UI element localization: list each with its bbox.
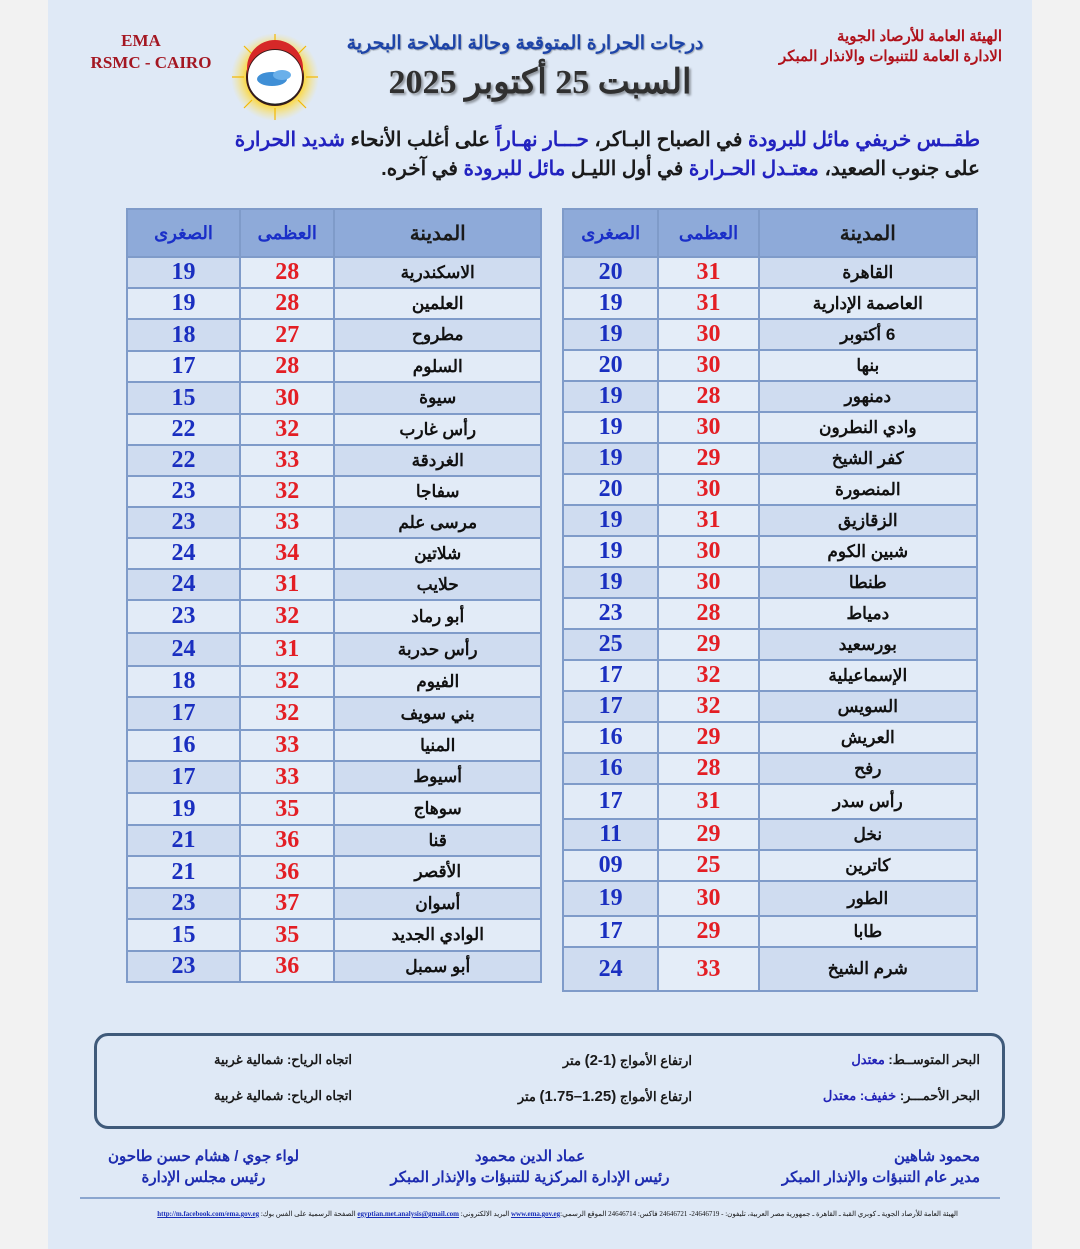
signer-title: مدير عام التنبؤات والإنذار المبكر xyxy=(781,1169,980,1186)
cell-min: 19 xyxy=(127,288,240,319)
cell-min: 24 xyxy=(127,633,240,666)
table-row xyxy=(127,600,541,633)
cell-max: 28 xyxy=(658,753,758,784)
cell-min: 23 xyxy=(127,600,240,633)
wave-value: (1-2) xyxy=(584,1052,617,1069)
facebook-link[interactable]: http://m.facebook.com/ema.gov.eg xyxy=(157,1210,260,1218)
cell-min: 20 xyxy=(563,474,658,505)
cell-city: نخل xyxy=(759,819,977,850)
table-row xyxy=(563,881,977,916)
table-row xyxy=(563,505,977,536)
table-row xyxy=(563,412,977,443)
cell-city: بورسعيد xyxy=(759,629,977,660)
cell-city: وادي النطرون xyxy=(759,412,977,443)
cell-min: 22 xyxy=(127,445,240,476)
table-row xyxy=(127,697,541,730)
cell-min: 25 xyxy=(563,629,658,660)
cell-max: 30 xyxy=(240,382,334,414)
table-row xyxy=(127,730,541,761)
table-row xyxy=(127,569,541,600)
website-link[interactable]: www.ema.gov.eg xyxy=(510,1210,561,1218)
cell-city: العلمين xyxy=(334,288,541,319)
signature-central-director xyxy=(370,1146,690,1188)
cell-max: 33 xyxy=(240,445,334,476)
cell-city: كفر الشيخ xyxy=(759,443,977,474)
cell-city: كاترين xyxy=(759,850,977,881)
cell-min: 15 xyxy=(127,919,240,951)
footer-address: الهيئة العامة للأرصاد الجوية ـ كوبري القبة ـ القاهرة ـ جمهورية مصر العربية، تليفون: - 24646719- 24646721 فاكس: 24646714 الموقع الرسمي: xyxy=(560,1210,958,1218)
cell-max: 35 xyxy=(240,919,334,951)
table-row xyxy=(563,722,977,753)
facebook-label: الصفحة الرسمية على الفس بوك: xyxy=(259,1210,358,1218)
cell-min: 16 xyxy=(563,753,658,784)
table-row xyxy=(127,538,541,569)
cell-min: 17 xyxy=(563,784,658,819)
cell-city: القاهرة xyxy=(759,257,977,288)
sea-row-red-sea xyxy=(97,1088,1002,1112)
cell-city: العاصمة الإدارية xyxy=(759,288,977,319)
header-max: العظمى xyxy=(658,209,758,257)
cell-city: الزقازيق xyxy=(759,505,977,536)
cell-max: 28 xyxy=(240,257,334,288)
table-row xyxy=(127,257,541,288)
cell-min: 19 xyxy=(563,536,658,567)
cell-max: 32 xyxy=(240,476,334,507)
summary-segment: في الصباح البـاكر، xyxy=(588,129,748,151)
cell-city: طنطا xyxy=(759,567,977,598)
cell-city: العريش xyxy=(759,722,977,753)
cell-max: 32 xyxy=(240,600,334,633)
cell-city: المنصورة xyxy=(759,474,977,505)
cell-min: 17 xyxy=(563,660,658,691)
header-city: المدينة xyxy=(334,209,541,257)
cell-min: 19 xyxy=(563,443,658,474)
cell-min: 20 xyxy=(563,257,658,288)
ema-sun-logo-icon xyxy=(230,32,320,122)
email-label: البريد الالكتروني: xyxy=(459,1210,511,1218)
forecast-date: السبت 25 أكتوبر 2025 xyxy=(388,64,692,101)
cell-min: 23 xyxy=(127,476,240,507)
footer-divider xyxy=(80,1197,1000,1199)
table-header-row xyxy=(127,209,541,257)
organization-name xyxy=(779,27,1002,67)
table-row xyxy=(127,856,541,888)
cell-max: 30 xyxy=(658,567,758,598)
cell-max: 29 xyxy=(658,443,758,474)
table-row xyxy=(563,629,977,660)
cell-max: 32 xyxy=(240,697,334,730)
cell-min: 15 xyxy=(127,382,240,414)
svg-text:EMA: EMA xyxy=(266,58,284,66)
table-row xyxy=(127,761,541,793)
signature-chairman xyxy=(96,1146,311,1188)
cell-min: 19 xyxy=(563,567,658,598)
cell-max: 36 xyxy=(240,825,334,856)
cell-min: 19 xyxy=(563,288,658,319)
table-row xyxy=(127,351,541,382)
cell-city: الإسماعيلية xyxy=(759,660,977,691)
cell-city: رفح xyxy=(759,753,977,784)
sea-row-mediterranean xyxy=(97,1052,1002,1076)
sea-state-box xyxy=(94,1033,1005,1129)
table-row xyxy=(563,443,977,474)
cell-min: 18 xyxy=(127,319,240,351)
rsmc-label: RSMC - CAIRO xyxy=(90,53,212,72)
table-body xyxy=(127,257,541,982)
table-row xyxy=(563,319,977,350)
cell-max: 30 xyxy=(658,536,758,567)
ema-rsmc-label xyxy=(86,30,216,74)
cell-city: بني سويف xyxy=(334,697,541,730)
org-line-2: الادارة العامة للتنبوات والانذار المبكر xyxy=(778,48,1002,65)
wave-unit: متر xyxy=(517,1089,536,1104)
sea-label: البحر المتوســط: xyxy=(888,1052,980,1067)
summary-segment: معتـدل الحـرارة xyxy=(688,158,819,180)
cell-max: 31 xyxy=(658,288,758,319)
cell-max: 28 xyxy=(240,351,334,382)
cell-min: 17 xyxy=(127,351,240,382)
table-row xyxy=(563,850,977,881)
cell-min: 19 xyxy=(563,881,658,916)
cell-max: 29 xyxy=(658,722,758,753)
table-row xyxy=(563,288,977,319)
cell-city: الأقصر xyxy=(334,856,541,888)
cell-city: قنا xyxy=(334,825,541,856)
table-row xyxy=(127,288,541,319)
cell-max: 31 xyxy=(658,257,758,288)
cell-city: أسوان xyxy=(334,888,541,919)
cell-city: مطروح xyxy=(334,319,541,351)
summary-segment: على جنوب الصعيد، xyxy=(818,158,980,180)
summary-line-2 xyxy=(150,155,980,184)
wave-label: ارتفاع الأمواج xyxy=(619,1089,692,1104)
sea-name xyxy=(823,1088,980,1104)
signer-name: محمود شاهين xyxy=(894,1148,980,1165)
table-row xyxy=(127,888,541,919)
cell-city: شرم الشيخ xyxy=(759,947,977,991)
cell-min: 19 xyxy=(127,793,240,825)
cell-city: دمياط xyxy=(759,598,977,629)
table-row xyxy=(563,947,977,991)
cell-city: الوادي الجديد xyxy=(334,919,541,951)
cell-max: 37 xyxy=(240,888,334,919)
cell-max: 30 xyxy=(658,474,758,505)
cell-min: 19 xyxy=(563,319,658,350)
cell-city: أبو سمبل xyxy=(334,951,541,982)
cell-city: أبو رماد xyxy=(334,600,541,633)
table-row xyxy=(563,784,977,819)
cell-min: 23 xyxy=(563,598,658,629)
summary-segment: شديد الحرارة xyxy=(234,129,345,151)
cell-max: 29 xyxy=(658,629,758,660)
table-row xyxy=(563,536,977,567)
table-row xyxy=(563,691,977,722)
cell-city: الغردقة xyxy=(334,445,541,476)
table-row xyxy=(127,382,541,414)
cell-min: 23 xyxy=(127,888,240,919)
cell-city: شبين الكوم xyxy=(759,536,977,567)
cell-min: 16 xyxy=(127,730,240,761)
cell-city: شلاتين xyxy=(334,538,541,569)
wind-direction: اتجاه الرياح: شمالية غربية xyxy=(214,1088,352,1103)
table-row xyxy=(127,633,541,666)
ema-label: EMA xyxy=(121,31,161,50)
header-min: الصغرى xyxy=(563,209,658,257)
table-row xyxy=(127,951,541,982)
cell-max: 30 xyxy=(658,881,758,916)
wave-height xyxy=(518,1088,692,1105)
table-row xyxy=(563,350,977,381)
cell-city: 6 أكتوبر xyxy=(759,319,977,350)
signer-name: عماد الدين محمود xyxy=(474,1148,586,1165)
org-line-1: الهيئة العامة للأرصاد الجوية xyxy=(836,28,1002,45)
cell-min: 17 xyxy=(563,916,658,947)
cell-city: طابا xyxy=(759,916,977,947)
cell-city: رأس سدر xyxy=(759,784,977,819)
table-row xyxy=(563,257,977,288)
table-row xyxy=(127,507,541,538)
email-link[interactable]: egyptian.met.analysis@gmail.com xyxy=(357,1210,460,1218)
cell-min: 19 xyxy=(563,505,658,536)
cell-min: 17 xyxy=(127,697,240,730)
cell-max: 33 xyxy=(240,761,334,793)
cell-max: 29 xyxy=(658,819,758,850)
table-row xyxy=(127,919,541,951)
table-row xyxy=(127,476,541,507)
table-row xyxy=(127,793,541,825)
table-row xyxy=(127,666,541,697)
cell-city: السلوم xyxy=(334,351,541,382)
cell-min: 23 xyxy=(127,951,240,982)
cell-max: 33 xyxy=(658,947,758,991)
temperature-table-left xyxy=(126,208,542,983)
cell-max: 36 xyxy=(240,951,334,982)
cell-city: المنيا xyxy=(334,730,541,761)
temperature-table-right xyxy=(562,208,978,992)
cell-max: 25 xyxy=(658,850,758,881)
cell-max: 31 xyxy=(658,505,758,536)
signer-name: لواء جوي / هشام حسن طاحون xyxy=(107,1148,300,1165)
cell-max: 28 xyxy=(658,381,758,412)
table-row xyxy=(563,381,977,412)
cell-city: سفاجا xyxy=(334,476,541,507)
wave-height xyxy=(563,1052,692,1069)
cell-city: بنها xyxy=(759,350,977,381)
signer-title: رئيس مجلس الإدارة xyxy=(141,1169,266,1186)
table-row xyxy=(127,445,541,476)
table-header-row xyxy=(563,209,977,257)
cell-city: الاسكندرية xyxy=(334,257,541,288)
cell-max: 31 xyxy=(658,784,758,819)
cell-min: 21 xyxy=(127,825,240,856)
summary-segment: في آخره. xyxy=(381,158,464,180)
header-city: المدينة xyxy=(759,209,977,257)
wave-label: ارتفاع الأمواج xyxy=(619,1053,692,1068)
cell-max: 33 xyxy=(240,730,334,761)
table-row xyxy=(563,753,977,784)
cell-city: الفيوم xyxy=(334,666,541,697)
summary-segment: مائل للبرودة xyxy=(463,158,566,180)
cell-max: 30 xyxy=(658,350,758,381)
table-row xyxy=(127,825,541,856)
cell-city: الطور xyxy=(759,881,977,916)
table-row xyxy=(563,474,977,505)
cell-max: 30 xyxy=(658,412,758,443)
sea-state: خفيف: معتدل xyxy=(822,1088,897,1103)
cell-max: 27 xyxy=(240,319,334,351)
summary-segment: طقــس خريفي مائل للبرودة xyxy=(747,129,980,151)
weather-summary xyxy=(150,126,980,184)
cell-max: 35 xyxy=(240,793,334,825)
cell-city: رأس حدربة xyxy=(334,633,541,666)
cell-min: 24 xyxy=(563,947,658,991)
table-body xyxy=(563,257,977,991)
cell-city: حلايب xyxy=(334,569,541,600)
cell-city: أسيوط xyxy=(334,761,541,793)
cell-city: رأس غارب xyxy=(334,414,541,445)
cell-min: 11 xyxy=(563,819,658,850)
summary-segment: على أغلب الأنحاء xyxy=(344,129,496,151)
signer-title: رئيس الإدارة المركزية للتنبؤات والإنذار المبكر xyxy=(390,1169,670,1186)
wave-value: (1.25–1.75) xyxy=(539,1088,617,1105)
cell-min: 18 xyxy=(127,666,240,697)
signature-general-manager xyxy=(740,1146,980,1188)
cell-min: 16 xyxy=(563,722,658,753)
cell-city: سوهاج xyxy=(334,793,541,825)
cell-max: 32 xyxy=(240,666,334,697)
cell-min: 20 xyxy=(563,350,658,381)
cell-min: 21 xyxy=(127,856,240,888)
cell-max: 34 xyxy=(240,538,334,569)
cell-max: 31 xyxy=(240,569,334,600)
cell-max: 31 xyxy=(240,633,334,666)
cell-max: 32 xyxy=(240,414,334,445)
cell-min: 24 xyxy=(127,569,240,600)
table-row xyxy=(563,916,977,947)
header-max: العظمى xyxy=(240,209,334,257)
cell-max: 32 xyxy=(658,660,758,691)
cell-min: 17 xyxy=(563,691,658,722)
cell-city: مرسى علم xyxy=(334,507,541,538)
sea-state: معتدل xyxy=(851,1052,885,1067)
summary-segment: في أول الليـل xyxy=(565,158,689,180)
cell-min: 19 xyxy=(563,381,658,412)
sea-label: البحر الأحمـــر: xyxy=(899,1088,980,1103)
table-row xyxy=(563,819,977,850)
summary-segment: حـــار نهـاراً xyxy=(495,129,589,151)
cell-max: 28 xyxy=(658,598,758,629)
table-row xyxy=(563,660,977,691)
cell-min: 19 xyxy=(127,257,240,288)
cell-min: 22 xyxy=(127,414,240,445)
cell-max: 28 xyxy=(240,288,334,319)
summary-line-1 xyxy=(150,126,980,155)
cell-max: 33 xyxy=(240,507,334,538)
sea-name xyxy=(851,1052,980,1068)
cell-max: 32 xyxy=(658,691,758,722)
page-title: درجات الحرارة المتوقعة وحالة الملاحة البحرية xyxy=(346,33,704,54)
cell-city: دمنهور xyxy=(759,381,977,412)
wind-direction: اتجاه الرياح: شمالية غربية xyxy=(214,1052,352,1067)
table-row xyxy=(563,567,977,598)
cell-city: السويس xyxy=(759,691,977,722)
cell-max: 29 xyxy=(658,916,758,947)
table-row xyxy=(563,598,977,629)
footer-contact xyxy=(96,1210,958,1218)
cell-max: 36 xyxy=(240,856,334,888)
cell-min: 09 xyxy=(563,850,658,881)
cell-min: 23 xyxy=(127,507,240,538)
table-row xyxy=(127,319,541,351)
cell-min: 19 xyxy=(563,412,658,443)
cell-min: 24 xyxy=(127,538,240,569)
cell-min: 17 xyxy=(127,761,240,793)
header-min: الصغرى xyxy=(127,209,240,257)
cell-max: 30 xyxy=(658,319,758,350)
cell-city: سيوة xyxy=(334,382,541,414)
wave-unit: متر xyxy=(562,1053,581,1068)
table-row xyxy=(127,414,541,445)
